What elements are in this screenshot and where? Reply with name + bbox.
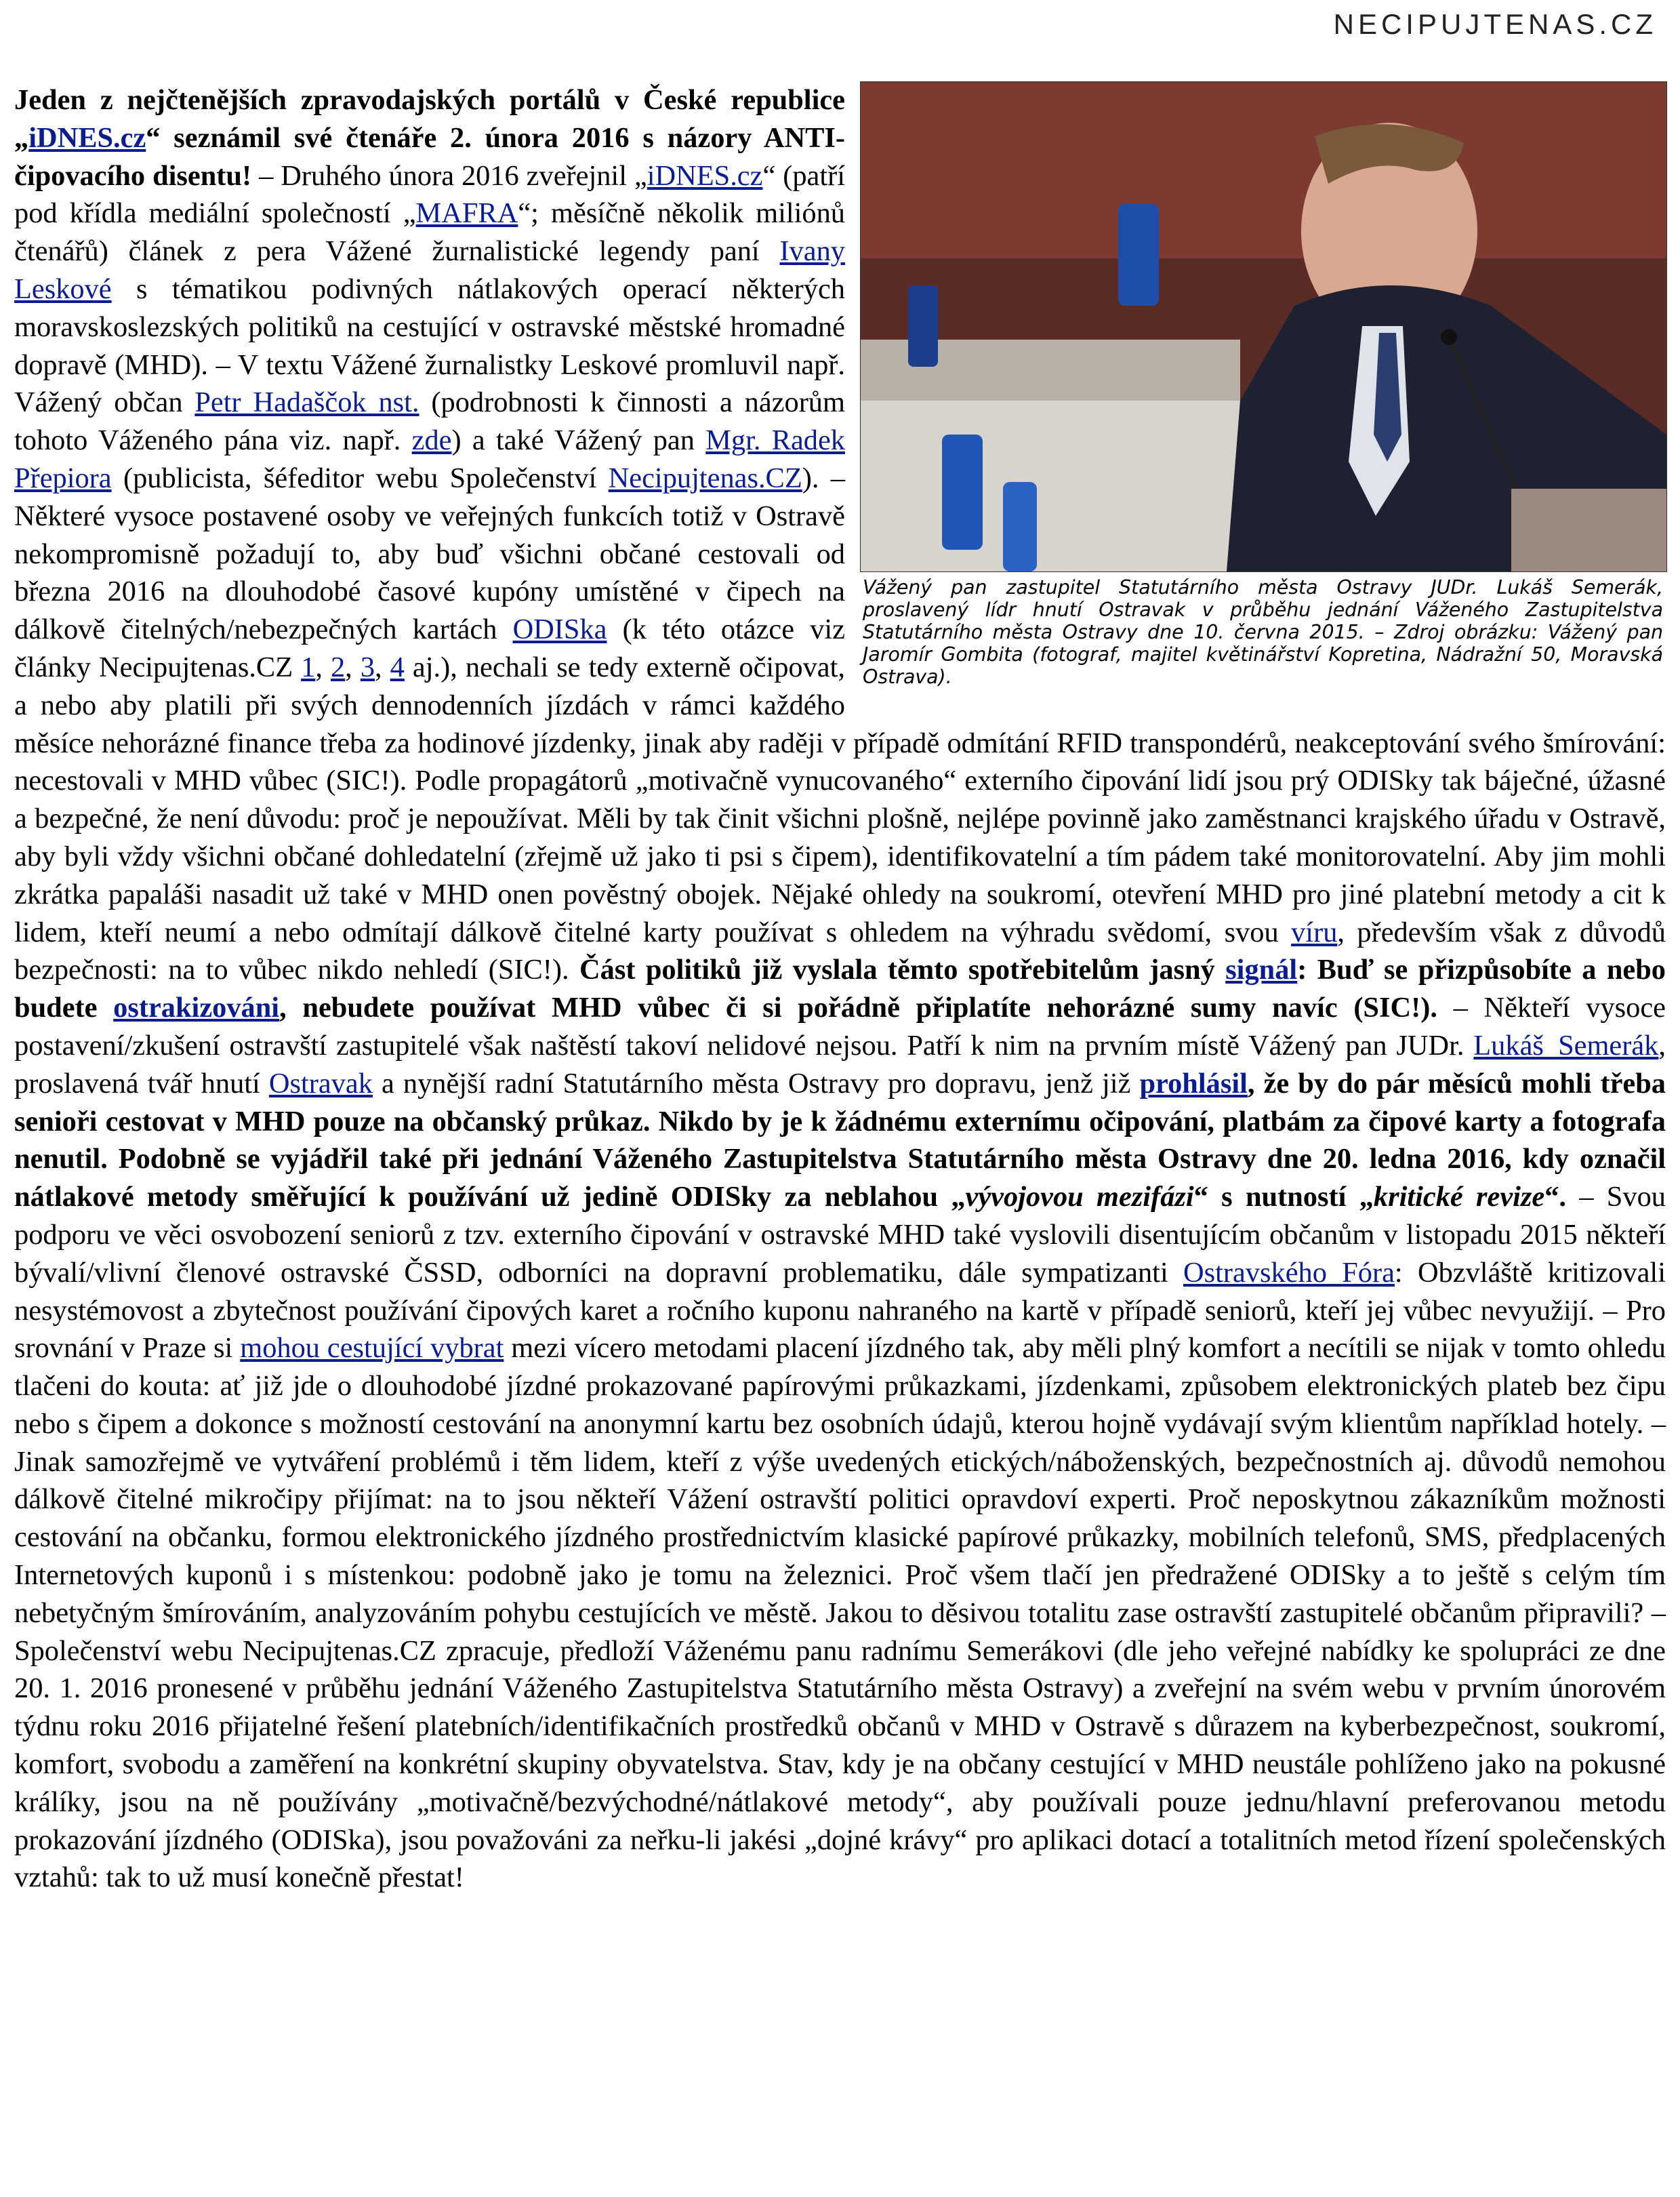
link-mafra[interactable]: MAFRA — [415, 197, 518, 230]
link-odiska[interactable]: ODISka — [512, 613, 607, 646]
article-figure — [860, 81, 1666, 688]
separator-2: , — [345, 651, 361, 683]
text-2: “ (patří pod křídla mediální společností „ — [14, 159, 845, 230]
text-6: ) a také Vážený pan — [451, 424, 706, 457]
article-body — [14, 81, 1666, 1897]
link-hadascok[interactable]: Petr Hadaščok nst. — [194, 386, 419, 419]
text-4: s tématikou podivných nátlakových operací některých moravskoslezských politiků na cestující v ostravské městské hromadné dopravě (MHD). – V textu Vážené žurnalistky Leskové promluvil např. Vážený občan — [14, 273, 845, 419]
text-8: ). – Některé vysoce postavené osoby ve veřejných funkcích totiž v Ostravě nekompromisně požadují to, aby buď všichni občané cestovali od března 2016 na dlouhodobé časové kupóny umístěné v čipech na dálkově čitelných/nebezpečných kartách — [14, 462, 845, 646]
separator-3: , — [375, 651, 390, 683]
text-10: aj.), nechali se tedy externě očipovat, a nebo aby platili při svých dennodenních jízdách v rámci každého měsíce nehorázné finance třeba za hodinové jízdenky, jinak aby raději v případě odmítání RFID transpondérů, neakceptování svého šmírování: necestovali v MHD vůbec (SIC!). Podle propagátorů „motivačně vynucovaného“ externího čipování lidí jsou prý ODISky tak báječné, úžasné a bezpečné, že není důvodu: proč je nepoužívat. Měli by tak činit všichni plošně, nejlépe povinně jako zaměstnanci krajského úřadu v Ostravě, aby byli vždy všichni občané dohledatelní (zřejmě už jako ti psi s čipem), identifikovatelní a tím pádem také monitorovatelní. Aby jim mohli zkrátka papaláši nasadit už také v MHD onen pověstný obojek. Nějaké ohledy na soukromí, otevření MHD pro jiné platební metody a cit k lidem, kteří neumí a nebo odmítají dálkově čitelné karty používat s ohledem na výhradu svědomí, svou — [14, 651, 1666, 948]
article-photo — [860, 81, 1667, 572]
site-name-header: NECIPUJTENAS.CZ — [1333, 8, 1657, 40]
text-14: a nynější radní Statutárního města Ostravy pro dopravu, jenž již — [372, 1067, 1140, 1100]
bold-5: “ s nutností „ — [1193, 1181, 1374, 1213]
link-article-1[interactable]: 1 — [301, 651, 316, 683]
link-prepiora[interactable]: Mgr. Radek Přepiora — [14, 424, 846, 494]
bold-6: “. — [1544, 1181, 1567, 1213]
text-15: – Svou podporu ve věci osvobození seniorů z tzv. externího čipování v ostravské MHD také vyslovili disentujícím občanům v listopadu 2015 někteří bývalí/vlivní členové ostravské ČSSD, odborníci na dopravní problematiku, dále sympatizanti — [14, 1181, 1666, 1289]
link-zde[interactable]: zde — [411, 424, 452, 457]
bold-2: : Buď se přizpůsobíte a nebo budete — [14, 954, 1666, 1024]
link-prohlasil[interactable]: prohlásil — [1139, 1067, 1248, 1100]
link-article-4[interactable]: 4 — [390, 651, 405, 683]
bold-1: Část politiků již vyslala těmto spotřebitelům jasný — [579, 954, 1226, 986]
link-ostravak[interactable]: Ostravak — [268, 1067, 373, 1100]
link-article-2[interactable]: 2 — [330, 651, 346, 683]
link-necipujtenas[interactable]: Necipujtenas.CZ — [608, 462, 802, 494]
link-ostravskeho-fora[interactable]: Ostravského Fóra — [1183, 1256, 1395, 1289]
link-viru[interactable]: víru — [1291, 916, 1338, 948]
bold-3: , nebudete používat MHD vůbec či si pořádně připlatíte nehorázné sumy navíc (SIC!). — [279, 992, 1437, 1024]
text-5: (podrobnosti k činnosti a názorům tohoto Váženého pána viz. např. — [14, 386, 845, 457]
bold-italic-1: vývojovou mezifázi — [965, 1181, 1194, 1213]
lead-bold-1: Jeden z nejčtenějších zpravodajských portálů v České republice „ — [14, 84, 845, 154]
link-idnes[interactable]: iDNES.cz — [28, 121, 146, 154]
bold-italic-2: kritické revize — [1373, 1181, 1545, 1213]
text-7: (publicista, šéfeditor webu Společenství — [111, 462, 609, 494]
link-signal[interactable]: signál — [1225, 954, 1298, 986]
link-leskova[interactable]: Ivany Leskové — [14, 235, 845, 305]
text-9: (k této otázce viz články Necipujtenas.CZ — [14, 613, 845, 683]
text-11: , především však z důvodů bezpečnosti: na to vůbec nikdo nehledí (SIC!). — [14, 916, 1666, 986]
text-12: – Někteří vysoce postavení/zkušení ostravští zastupitelé však naštěstí takoví nelidové nejsou. Patří k nim na prvním místě Vážený pan JUDr. — [14, 992, 1666, 1062]
lead-bold-2: “ seznámil své čtenáře 2. února 2016 s názory ANTI-čipovacího disentu! — [14, 121, 845, 192]
link-ostrakizovani[interactable]: ostrakizováni — [113, 992, 280, 1024]
link-article-3[interactable]: 3 — [360, 651, 375, 683]
separator-1: , — [315, 651, 331, 683]
link-semerak[interactable]: Lukáš_Semerák — [1473, 1029, 1659, 1062]
text-3: “; měsíčně několik miliónů čtenářů) článek z pera Vážené žurnalistické legendy paní — [14, 197, 845, 268]
link-mohou-cestujici-vybrat[interactable]: mohou cestující vybrat — [240, 1332, 504, 1365]
text-16: : Obzvláště kritizovali nesystémovost a zbytečnost používání čipových karet a ročního kuponu nahraného na kartě v případě seniorů, kteří jej vůbec nevyužijí. – Pro srovnání v Praze si — [14, 1256, 1666, 1365]
bold-4: , že by do pár měsíců mohli třeba senioři cestovat v MHD pouze na občanský průkaz. Nikdo by je k žádnému externímu očipování, platbám za čipové karty a fotografa nenutil. Podobně se vyjádřil také při jednání Váženého Zastupitelstva Statutárního města Ostravy dne 20. ledna 2016, kdy označil nátlakové metody směřující k používání už jedině ODISky za neblahou „ — [14, 1067, 1666, 1213]
photo-caption: Vážený pan zastupitel Statutárního města Ostravy JUDr. Lukáš Semerák, proslavený lídr hnutí Ostravak v průběhu jednání Váženého Zastupitelstva Statutárního města Ostravy dne 10. června 2015. – Zdroj obrázku: Vážený pan Jaromír Gombita (fotograf, majitel květinářství Kopretina, Nádražní 50, Moravská Ostrava). — [863, 576, 1663, 688]
text-17: mezi vícero metodami placení jízdného tak, aby měli plný komfort a necítili se nijak v tomto ohledu tlačeni do kouta: ať již jde o dlouhodobé jízdné prokazované papírovými průkazkami, jízdenkami, způsobem elektronických plateb bez čipu nebo s čipem a dokonce s možností cestování na anonymní kartu bez osobních údajů, kterou hojně vydávají svým klientům například hotely. – Jinak samozřejmě ve vytváření problémů i těm lidem, kteří z výše uvedených etických/náboženských, bezpečnostních aj. důvodů nemohou dálkově čitelné mikročipy přijímat: na to jsou někteří Vážení ostravští politici opravdoví experti. Proč neposkytnou zákazníkům možnosti cestování na občanku, formou elektronického jízdného prostřednictvím klasické papírové průkazky, mobilních telefonů, SMS, předplacených Internetových kuponů i s místenkou: podobně jako je tomu na železnici. Proč všem tlačí jen předražené ODISky a to ještě s celým tím nebetyčným šmírováním, analyzováním pohybu cestujících ve městě. Jakou to děsivou totalitu zase ostravští zastupitelé občanům připravili? – Společenství webu Necipujtenas.CZ zpracuje, předloží Váženému panu radnímu Semerákovi (dle jeho veřejné nabídky ke spolupráci ze dne 20. 1. 2016 pronesené v průběhu jednání Váženého Zastupitelstva Statutárního města Ostravy) a zveřejní na svém webu v prvním únorovém týdnu roku 2016 přijatelné řešení platebních/identifikačních prostředků občanů v MHD v Ostravě s důrazem na kyberbezpečnost, soukromí, komfort, svobodu a zaměření na konkrétní skupiny obyvatelstva. Stav, kdy je na občany cestující v MHD neustále pohlíženo jako na pokusné králíky, jsou na ně používány „motivačně/bezvýchodné/nátlakové metody“, aby používali pouze jednu/hlavní preferovanou metodu prokazování jízdného (ODISka), jsou považováni za neřku-li jakési „dojné krávy“ pro aplikaci dotací a totalitních metod řízení společenských vztahů: tak to už musí konečně přestat! — [14, 1332, 1666, 1894]
link-idnes-2[interactable]: iDNES.cz — [647, 159, 763, 192]
text-1: – Druhého února 2016 zveřejnil „ — [251, 159, 647, 192]
text-13: , proslavená tvář hnutí — [14, 1029, 1666, 1100]
